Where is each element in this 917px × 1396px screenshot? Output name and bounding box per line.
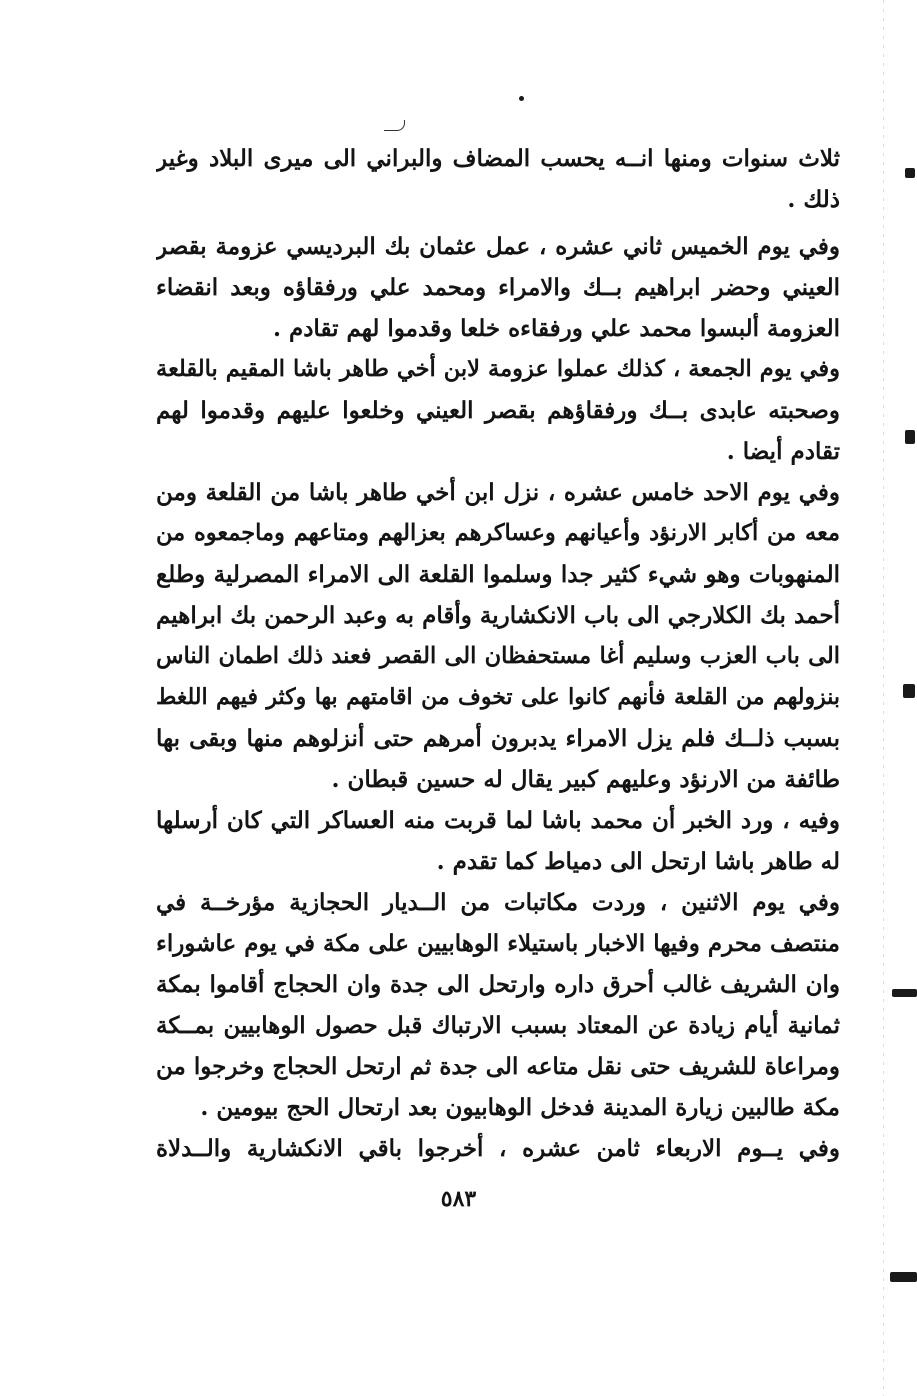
page-number: ٥٨٣ — [440, 1186, 477, 1212]
text-line: وفي يوم الاحد خامس عشره ، نزل ابن أخي طاهر باشا من القلعة ومن — [156, 479, 840, 506]
text-line: وفي يوم الخميس ثاني عشره ، عمل عثمان بك البرديسي عزومة بقصر — [156, 233, 840, 260]
text-line: ثمانية أيام زيادة عن المعتاد بسبب الارتباك قبل حصول الوهابيين بمــكة — [156, 1012, 840, 1039]
body-text — [156, 138, 840, 1169]
text-line: أحمد بك الكلارجي الى باب الانكشارية وأقام به وعبد الرحمن بك ابراهيم — [156, 602, 840, 629]
scan-speck — [519, 96, 524, 101]
edge-mark — [890, 1272, 917, 1282]
text-line: وان الشريف غالب أحرق داره وارتحل الى جدة وان الحجاج أقاموا بمكة — [156, 971, 840, 998]
scan-tick-mark — [384, 120, 405, 131]
text-line: العزومة ألبسوا محمد علي ورفقاءه خلعا وقدموا لهم تقادم . — [272, 315, 840, 342]
text-line: تقادم أيضا . — [726, 438, 840, 465]
text-line: بنزولهم من القلعة فأنهم كانوا على تخوف من اقامتهم بها وكثر فيهم اللغط — [156, 684, 840, 710]
text-line: وفي يوم الجمعة ، كذلك عملوا عزومة لابن أخي طاهر باشا المقيم بالقلعة — [156, 356, 840, 382]
text-line: وفي يوم الاثنين ، وردت مكاتبات من الــديار الحجازية مؤرخــة في — [156, 889, 840, 916]
text-line: له طاهر باشا ارتحل الى دمياط كما تقدم . — [436, 848, 840, 875]
text-line: ومراعاة للشريف حتى نقل متاعه الى جدة ثم ارتحل الحجاج وخرجوا من — [156, 1053, 840, 1080]
edge-mark — [892, 989, 917, 997]
text-line: العيني وحضر ابراهيم بــك والامراء ومحمد علي ورفقاؤه وبعد انقضاء — [156, 274, 840, 301]
text-line: طائفة من الارنؤد وعليهم كبير يقال له حسين قبطان . — [331, 766, 840, 793]
text-line: المنهوبات وهو شيء كثير جدا وسلموا القلعة الى الامراء المصرلية وطلع — [156, 561, 840, 588]
text-line: ذلك . — [787, 186, 840, 213]
edge-mark — [903, 684, 915, 698]
edge-mark — [905, 168, 915, 178]
text-line: بسبب ذلــك فلم يزل الامراء يدبرون أمرهم حتى أنزلوهم منها وبقى بها — [156, 725, 840, 752]
text-line: الى باب العزب وسليم أغا مستحفظان الى القصر فعند ذلك اطمان الناس — [156, 643, 840, 669]
text-line: وفي يــوم الاربعاء ثامن عشره ، أخرجوا باقي الانكشارية والــدلاة — [156, 1135, 840, 1162]
text-line: وفيه ، ورد الخبر أن محمد باشا لما قربت منه العساكر التي كان أرسلها — [156, 807, 840, 834]
text-line: مكة طالبين زيارة المدينة فدخل الوهابيون بعد ارتحال الحج بيومين . — [200, 1094, 840, 1121]
edge-mark — [905, 430, 915, 444]
text-line: معه من أكابر الارنؤد وأعيانهم وعساكرهم بعزالهم ومتاعهم وماجمعوه من — [156, 520, 840, 546]
text-line: ثلاث سنوات ومنها انــه يحسب المضاف والبراني الى ميرى البلاد وغير — [156, 145, 840, 172]
text-line: وصحبته عابدى بــك ورفقاؤهم بقصر العيني وخلعوا عليهم وقدموا لهم — [156, 397, 840, 424]
text-line: منتصف محرم وفيها الاخبار باستيلاء الوهابيين على مكة في يوم عاشوراء — [156, 930, 840, 957]
